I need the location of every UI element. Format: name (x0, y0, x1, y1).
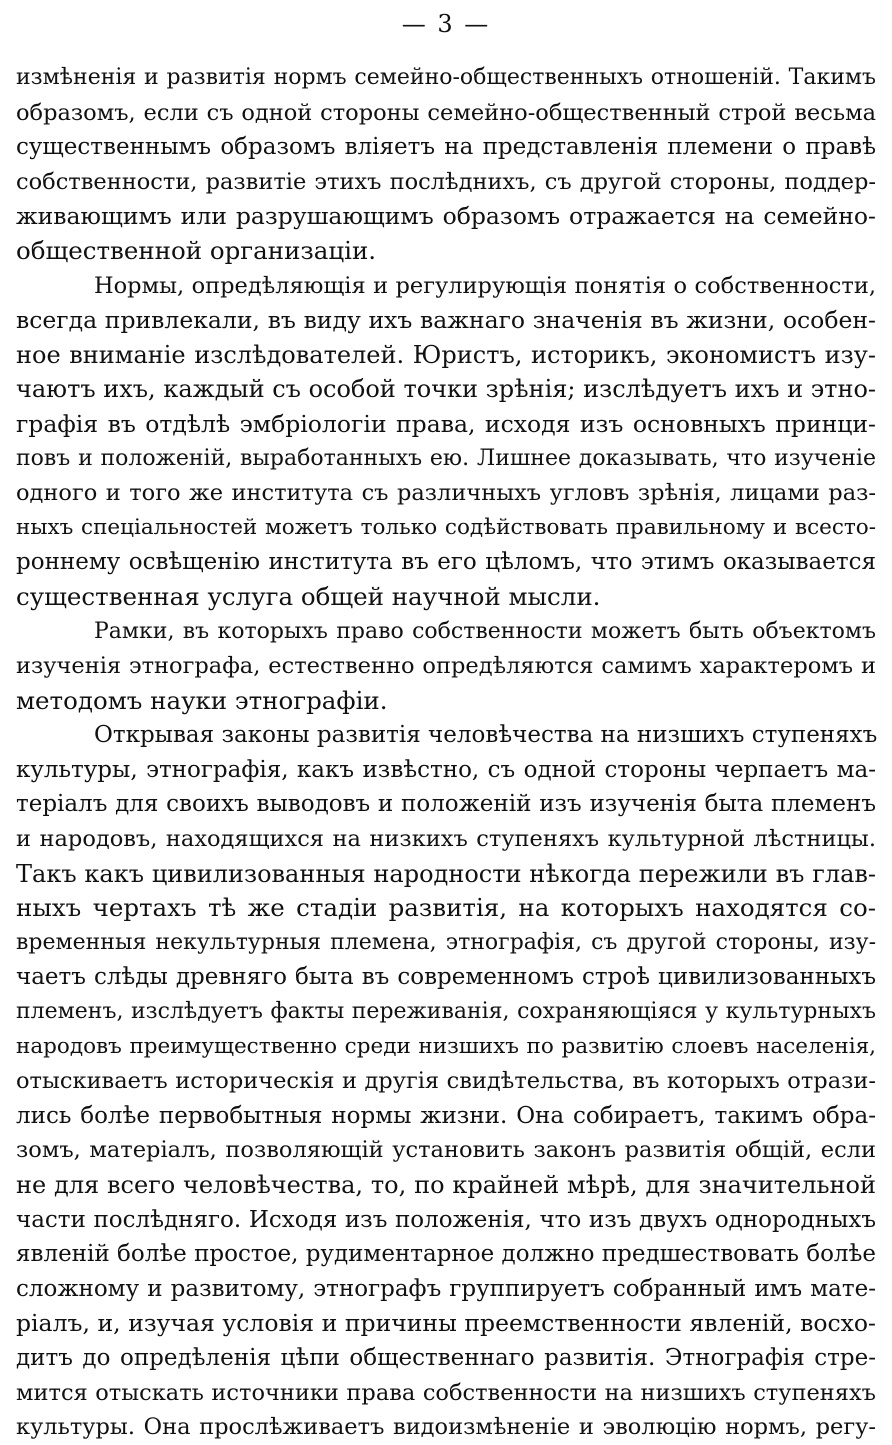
text-line: и народовъ, находящихся на низкихъ ступеняхъ культурной лѣстницы. (16, 826, 876, 853)
text-line: существенная услуга общей научной мысли. (16, 581, 601, 611)
text-line: ріалъ, и, изучая условія и причины преемственности явленій, восхо- (16, 1309, 876, 1338)
text-line: ныхъ чертахъ тѣ же стадіи развитія, на которыхъ находятся со- (16, 893, 876, 923)
text-line: дитъ до опредѣленія цѣпи общественнаго развитія. Этнографія стре- (16, 1344, 876, 1371)
text-line: мится отыскать источники права собственности на низшихъ ступеняхъ (16, 1379, 876, 1406)
text-line: культуры. Она прослѣживаетъ видоизмѣненіе и эволюцію нормъ, регу- (16, 1414, 876, 1441)
body-text (16, 61, 876, 1445)
text-line: племенъ, изслѣдуетъ факты переживанія, сохраняющіяся у культурныхъ (16, 999, 876, 1025)
text-line: образомъ, если съ одной стороны семейно-общественный строй весьма (16, 99, 876, 126)
text-line: зомъ, матеріалъ, позволяющій установить законъ развитія общій, если (16, 1137, 876, 1164)
text-line: чаетъ слѣды древняго быта въ современномъ строѣ цивилизованныхъ (16, 964, 876, 991)
text-line: ное вниманіе изслѣдователей. Юристъ, историкъ, экономистъ изу- (16, 340, 876, 369)
text-line: изученія этнографа, естественно опредѣляются самимъ характеромъ и (16, 653, 876, 680)
page-number: — 3 — (401, 10, 491, 38)
text-line: общественной организаціи. (16, 235, 377, 265)
text-line: отыскиваетъ историческія и другія свидѣтельства, въ которыхъ отрази- (16, 1068, 876, 1095)
text-line: одного и того же института съ различныхъ угловъ зрѣнія, лицами раз- (16, 480, 876, 507)
text-line: явленій болѣе простое, рудиментарное должно предшествовать болѣе (16, 1241, 877, 1268)
text-line: лись болѣе первобытныя нормы жизни. Она собираетъ, такимъ обра- (16, 1102, 876, 1129)
text-line: живающимъ или разрушающимъ образомъ отражается на семейно- (16, 202, 876, 231)
text-line: Рамки, въ которыхъ право собственности можетъ быть объектомъ (94, 618, 876, 644)
text-line: Такъ какъ цивилизованныя народности нѣкогда пережили въ глав- (16, 859, 876, 888)
text-line: собственности, развитіе этихъ послѣднихъ, съ другой стороны, поддер- (16, 168, 876, 195)
text-line: временныя некультурныя племена, этнографія, съ другой стороны, изу- (16, 929, 876, 955)
text-line: графія въ отдѣлѣ эмбріологіи права, исходя изъ основныхъ принци- (16, 409, 876, 438)
text-line: части послѣдняго. Исходя изъ положенія, что изъ двухъ однородныхъ (16, 1206, 876, 1233)
text-line: существеннымъ образомъ вліяетъ на представленія племени о правѣ (16, 134, 876, 161)
text-line: народовъ преимущественно среди низшихъ по развитію слоевъ населенія, (16, 1033, 876, 1059)
text-line: Открывая законы развитія человѣчества на низшихъ ступеняхъ (94, 722, 878, 749)
text-line: не для всего человѣчества, то, по крайней мѣрѣ, для значительной (16, 1171, 876, 1199)
text-line: теріалъ для своихъ выводовъ и положеній изъ изученія быта племенъ (16, 791, 876, 818)
text-line: всегда привлекали, въ виду ихъ важнаго значенія въ жизни, особен- (16, 306, 876, 335)
text-line: ныхъ спеціальностей можетъ только содѣйствовать правильному и всесто- (16, 514, 876, 540)
text-line: роннему освѣщенію института въ его цѣломъ, что этимъ оказывается (16, 549, 876, 576)
text-line: Нормы, опредѣляющія и регулирующія понятія о собственности, (94, 272, 876, 299)
text-line: повъ и положеній, выработанныхъ ею. Лишнее доказывать, что изученіе (16, 445, 876, 471)
text-line: методомъ науки этнографіи. (16, 685, 388, 715)
text-line: сложному и развитому, этнографъ группируетъ собранный имъ мате- (16, 1275, 876, 1302)
text-line: измѣненія и развитія нормъ семейно-общественныхъ отношеній. Такимъ (16, 65, 876, 90)
text-line: культуры, этнографія, какъ извѣстно, съ одной стороны черпаетъ ма- (16, 756, 876, 783)
text-line: чаютъ ихъ, каждый съ особой точки зрѣнія; изслѣдуетъ ихъ и этно- (16, 375, 876, 404)
